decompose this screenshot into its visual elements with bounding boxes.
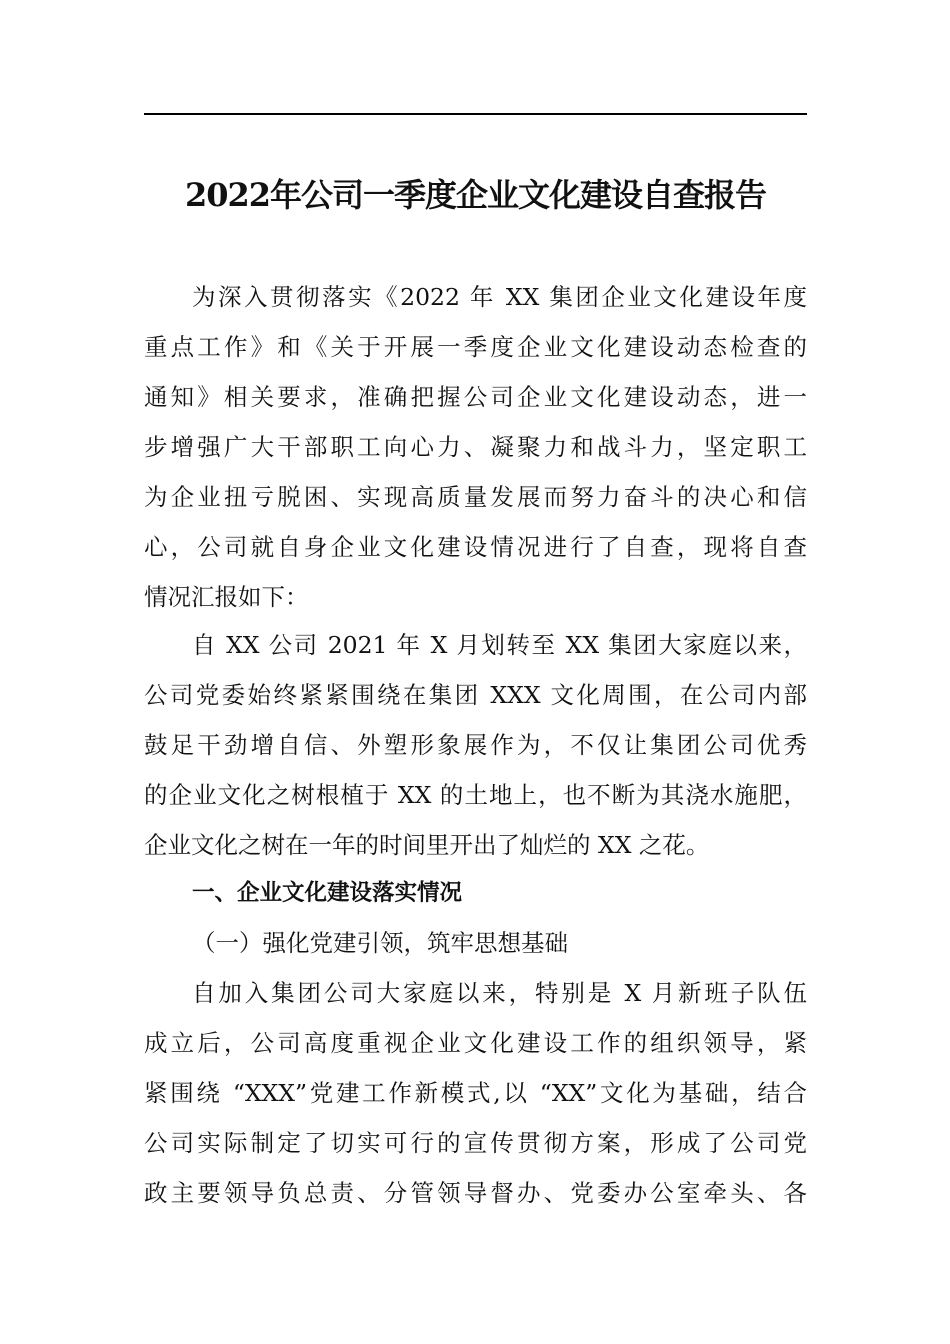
paragraph-line: 自 XX 公司 2021 年 X 月划转至 XX 集团大家庭以来， xyxy=(192,631,807,659)
paragraph-line: 为企业扭亏脱困、实现高质量发展而努力奋斗的决心和信 xyxy=(144,483,807,511)
section-heading: 一、企业文化建设落实情况 xyxy=(192,880,463,906)
document-title: 2022年公司一季度企业文化建设自查报告 xyxy=(184,176,767,214)
paragraph-line: 为深入贯彻落实《2022 年 XX 集团企业文化建设年度 xyxy=(192,283,807,311)
paragraph-line: 政主要领导负总责、分管领导督办、党委办公室牵头、各 xyxy=(144,1179,807,1207)
paragraph-line: 心，公司就自身企业文化建设情况进行了自查，现将自查 xyxy=(144,533,807,561)
paragraph-line: 公司党委始终紧紧围绕在集团 XXX 文化周围，在公司内部 xyxy=(144,681,807,709)
header-rule xyxy=(144,113,807,115)
paragraph-line: 自加入集团公司大家庭以来，特别是 X 月新班子队伍 xyxy=(192,979,807,1007)
paragraph-line: 重点工作》和《关于开展一季度企业文化建设动态检查的 xyxy=(144,333,807,361)
paragraph-line: 情况汇报如下： xyxy=(144,583,309,611)
paragraph-line: 鼓足干劲增自信、外塑形象展作为，不仅让集团公司优秀 xyxy=(144,731,807,759)
paragraph-line: 公司实际制定了切实可行的宣传贯彻方案，形成了公司党 xyxy=(144,1129,807,1157)
subsection-heading: （一）强化党建引领，筑牢思想基础 xyxy=(192,929,568,957)
paragraph-line: 企业文化之树在一年的时间里开出了灿烂的 XX 之花。 xyxy=(144,831,710,859)
paragraph-line: 紧围绕 “XXX”党建工作新模式,以 “XX”文化为基础，结合 xyxy=(144,1079,807,1107)
paragraph-line: 成立后，公司高度重视企业文化建设工作的组织领导，紧 xyxy=(144,1029,807,1057)
paragraph-line: 通知》相关要求，准确把握公司企业文化建设动态，进一 xyxy=(144,383,807,411)
paragraph-line: 步增强广大干部职工向心力、凝聚力和战斗力，坚定职工 xyxy=(144,433,807,461)
paragraph-line: 的企业文化之树根植于 XX 的土地上，也不断为其浇水施肥， xyxy=(144,781,807,809)
